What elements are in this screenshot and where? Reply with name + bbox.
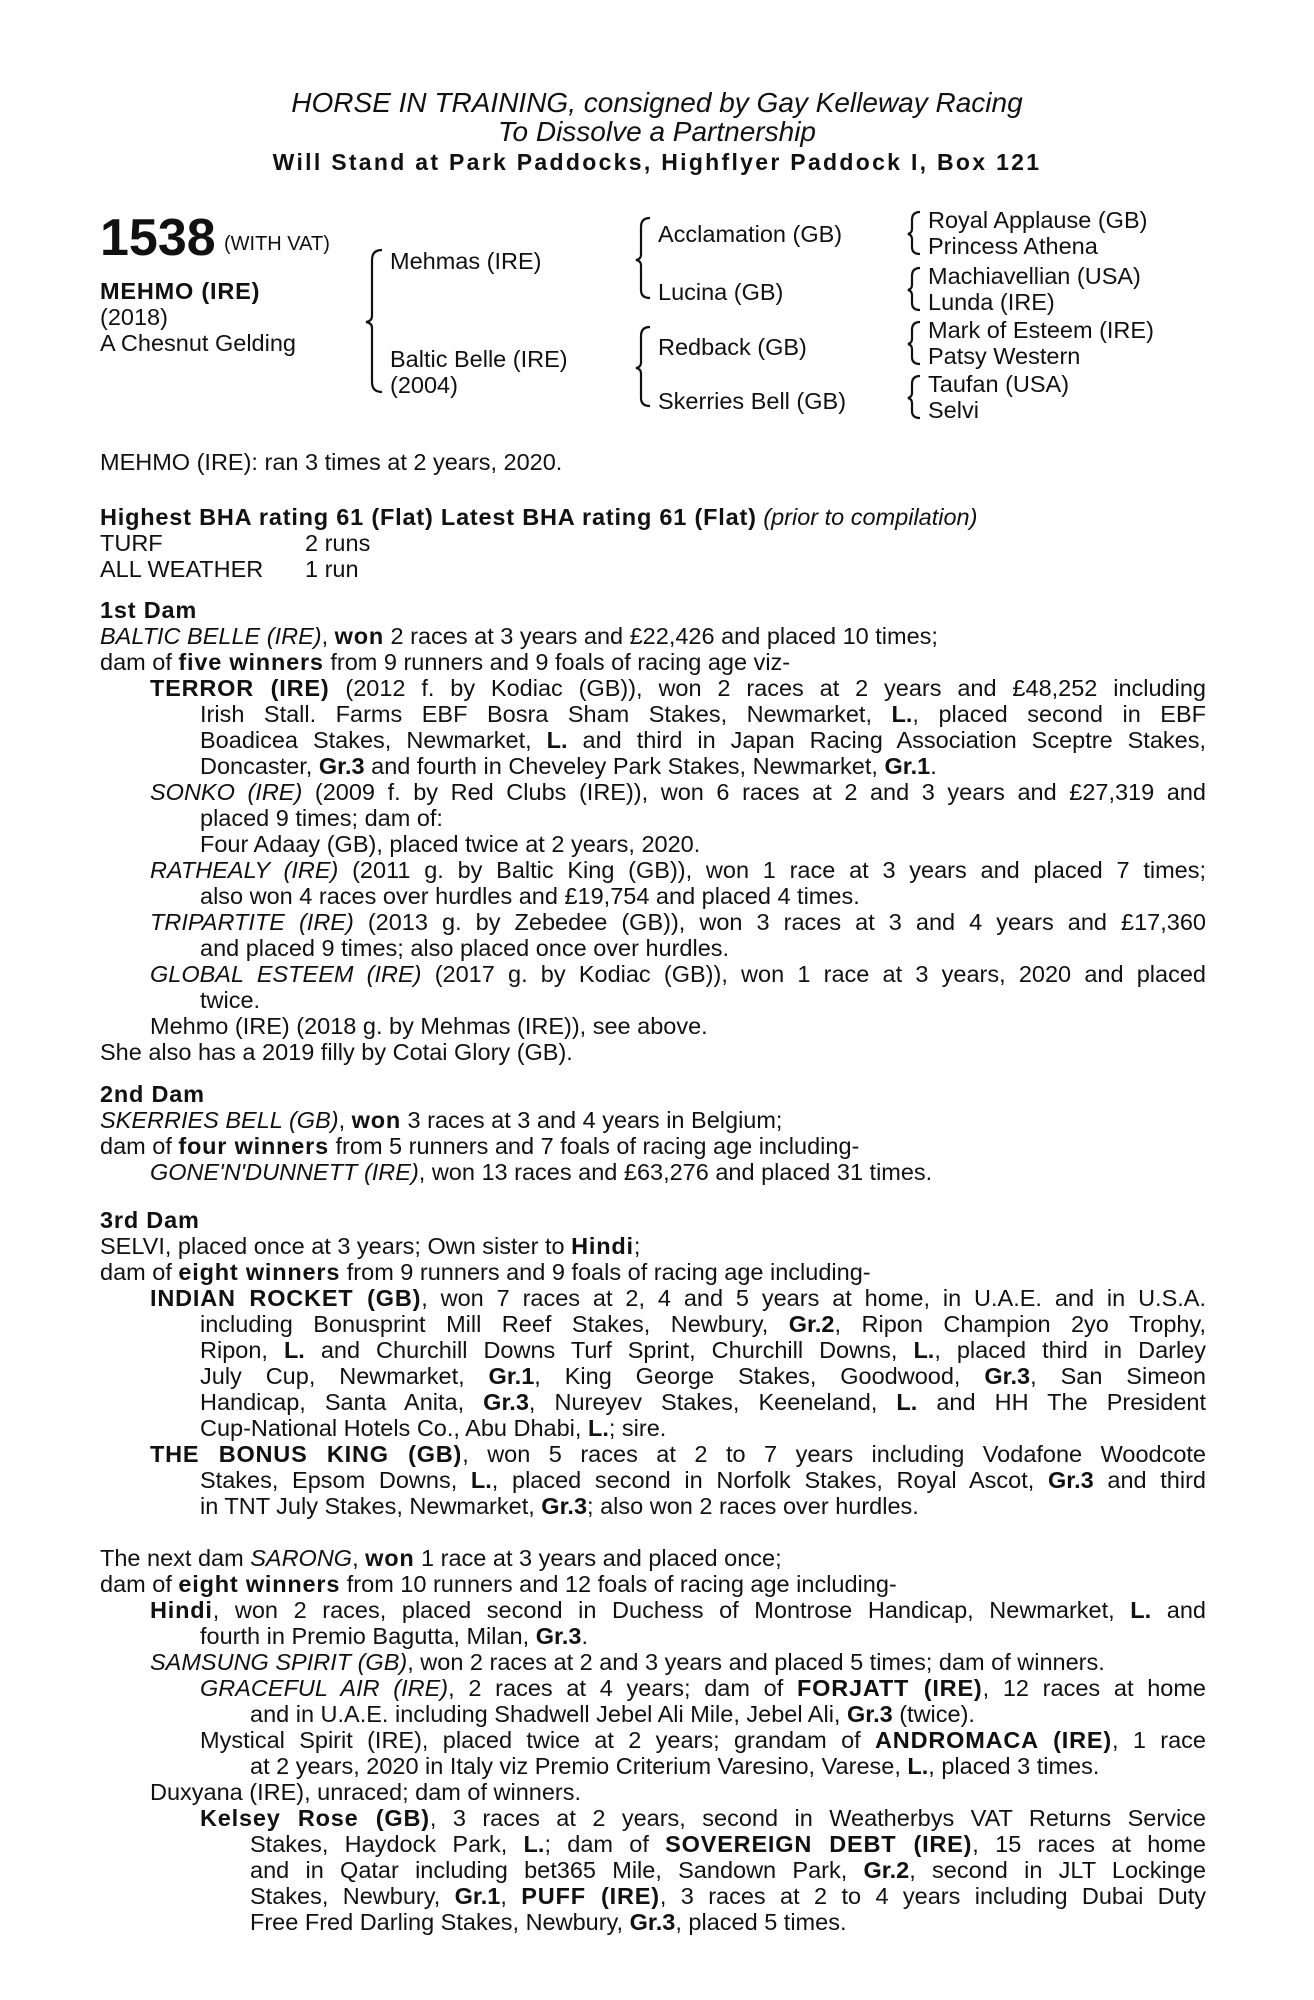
rating-note: (prior to compilation) bbox=[763, 504, 978, 530]
first-dam-line-2: dam of five winners from 9 runners and 9 foals of racing age viz- bbox=[100, 649, 791, 675]
horse-description: A Chesnut Gelding bbox=[100, 330, 296, 356]
first-dam-heading: 1st Dam bbox=[100, 597, 198, 623]
indian-rocket-entry-4: July Cup, Newmarket, Gr.1, King George Stakes, Goodwood, Gr.3, San Simeon bbox=[200, 1363, 1206, 1389]
stand-location-line: Will Stand at Park Paddocks, Highflyer Paddock I, Box 121 bbox=[272, 149, 1042, 175]
pedigree-sire-sire: Acclamation (GB) bbox=[658, 221, 843, 247]
sonko-entry-3: Four Adaay (GB), placed twice at 2 years, 2020. bbox=[200, 831, 701, 857]
second-dam-heading: 2nd Dam bbox=[100, 1081, 205, 1107]
bonus-king-entry-3: in TNT July Stakes, Newmarket, Gr.3; also won 2 races over hurdles. bbox=[200, 1493, 919, 1519]
tripartite-entry-2: and placed 9 times; also placed once over hurdles. bbox=[200, 935, 730, 961]
turf-value: 2 runs bbox=[305, 530, 371, 556]
global-esteem-entry-2: twice. bbox=[200, 987, 261, 1013]
mystical-spirit-entry-1: Mystical Spirit (IRE), placed twice at 2 years; grandam of ANDROMACA (IRE), 1 race bbox=[200, 1727, 1206, 1753]
pedigree-dds: Taufan (USA) bbox=[928, 371, 1070, 397]
vat-label: (WITH VAT) bbox=[224, 233, 330, 255]
hindi-entry-2: fourth in Premio Bagutta, Milan, Gr.3. bbox=[200, 1623, 588, 1649]
pedigree-dam-sire: Redback (GB) bbox=[658, 334, 807, 360]
kelsey-rose-entry-3: and in Qatar including bet365 Mile, Sandown Park, Gr.2, second in JLT Lockinge bbox=[250, 1857, 1206, 1883]
lot-number: 1538 bbox=[100, 209, 216, 267]
pedigree-ddd: Selvi bbox=[928, 397, 979, 423]
kelsey-rose-entry-5: Free Fred Darling Stakes, Newbury, Gr.3, placed 5 times. bbox=[250, 1909, 847, 1935]
bha-rating-line bbox=[100, 504, 977, 530]
third-dam-line-1: SELVI, placed once at 3 years; Own sister to Hindi; bbox=[100, 1233, 641, 1259]
race-record-summary: MEHMO (IRE): ran 3 times at 2 years, 2020. bbox=[100, 449, 563, 475]
all-weather-value: 1 run bbox=[305, 556, 359, 582]
bha-rating: Highest BHA rating 61 (Flat) Latest BHA rating 61 (Flat) bbox=[100, 504, 757, 530]
pedigree-sds: Machiavellian (USA) bbox=[928, 263, 1141, 289]
pedigree-dsd: Patsy Western bbox=[928, 343, 1081, 369]
duxyana-entry: Duxyana (IRE), unraced; dam of winners. bbox=[150, 1779, 582, 1805]
gone-n-dunnett-entry: GONE'N'DUNNETT (IRE), won 13 races and £63,276 and placed 31 times. bbox=[150, 1159, 933, 1185]
indian-rocket-entry-5: Handicap, Santa Anita, Gr.3, Nureyev Stakes, Keeneland, L. and HH The President bbox=[200, 1389, 1206, 1415]
pedigree-dam: Baltic Belle (IRE) bbox=[390, 346, 568, 372]
turf-label: TURF bbox=[100, 530, 163, 556]
kelsey-rose-entry-4: Stakes, Newbury, Gr.1, PUFF (IRE), 3 races at 2 to 4 years including Dubai Duty bbox=[250, 1883, 1206, 1909]
second-dam-line-2: dam of four winners from 5 runners and 7 foals of racing age including- bbox=[100, 1133, 860, 1159]
bonus-king-entry-2: Stakes, Epsom Downs, L., placed second in Norfolk Stakes, Royal Ascot, Gr.3 and third bbox=[200, 1467, 1206, 1493]
pedigree-sire: Mehmas (IRE) bbox=[390, 248, 542, 274]
indian-rocket-entry-2: including Bonusprint Mill Reef Stakes, Newbury, Gr.2, Ripon Champion 2yo Trophy, bbox=[200, 1311, 1206, 1337]
third-dam-heading: 3rd Dam bbox=[100, 1207, 200, 1233]
next-dam-line-2: dam of eight winners from 10 runners and 12 foals of racing age including- bbox=[100, 1571, 897, 1597]
sonko-entry-1: SONKO (IRE) (2009 f. by Red Clubs (IRE)), won 6 races at 2 and 3 years and £27,319 and bbox=[150, 779, 1206, 805]
indian-rocket-entry-3: Ripon, L. and Churchill Downs Turf Sprint, Churchill Downs, L., placed third in Darley bbox=[200, 1337, 1206, 1363]
terror-entry-3: Boadicea Stakes, Newmarket, L. and third in Japan Racing Association Sceptre Stakes, bbox=[200, 727, 1206, 753]
indian-rocket-entry-6: Cup-National Hotels Co., Abu Dhabi, L.; sire. bbox=[200, 1415, 667, 1441]
hindi-entry-1: Hindi, won 2 races, placed second in Duchess of Montrose Handicap, Newmarket, L. and bbox=[150, 1597, 1206, 1623]
graceful-air-entry-1: GRACEFUL AIR (IRE), 2 races at 4 years; dam of FORJATT (IRE), 12 races at home bbox=[200, 1675, 1206, 1701]
pedigree-dam-year: (2004) bbox=[390, 372, 458, 398]
bonus-king-entry-1: THE BONUS KING (GB), won 5 races at 2 to 7 years including Vodafone Woodcote bbox=[150, 1441, 1206, 1467]
second-dam-line-1: SKERRIES BELL (GB), won 3 races at 3 and 4 years in Belgium; bbox=[100, 1107, 783, 1133]
terror-entry-2: Irish Stall. Farms EBF Bosra Sham Stakes, Newmarket, L., placed second in EBF bbox=[200, 701, 1206, 727]
tripartite-entry-1: TRIPARTITE (IRE) (2013 g. by Zebedee (GB)), won 3 races at 3 and 4 years and £17,360 bbox=[150, 909, 1206, 935]
filly-note: She also has a 2019 filly by Cotai Glory (GB). bbox=[100, 1039, 573, 1065]
rathealy-entry-2: also won 4 races over hurdles and £19,754 and placed 4 times. bbox=[200, 883, 860, 909]
kelsey-rose-entry-2: Stakes, Haydock Park, L.; dam of SOVEREIGN DEBT (IRE), 15 races at home bbox=[250, 1831, 1206, 1857]
pedigree-sire-dam: Lucina (GB) bbox=[658, 279, 784, 305]
pedigree-sss: Royal Applause (GB) bbox=[928, 207, 1148, 233]
pedigree-dam-dam: Skerries Bell (GB) bbox=[658, 388, 847, 414]
pedigree-sdd: Lunda (IRE) bbox=[928, 289, 1055, 315]
pedigree-dss: Mark of Esteem (IRE) bbox=[928, 317, 1154, 343]
pedigree-ssd: Princess Athena bbox=[928, 233, 1098, 259]
terror-entry-4: Doncaster, Gr.3 and fourth in Cheveley Park Stakes, Newmarket, Gr.1. bbox=[200, 753, 937, 779]
terror-entry-1: TERROR (IRE) (2012 f. by Kodiac (GB)), won 2 races at 2 years and £48,252 including bbox=[150, 675, 1206, 701]
global-esteem-entry-1: GLOBAL ESTEEM (IRE) (2017 g. by Kodiac (GB)), won 1 race at 3 years, 2020 and placed bbox=[150, 961, 1206, 987]
all-weather-label: ALL WEATHER bbox=[100, 556, 264, 582]
first-dam-line-1: BALTIC BELLE (IRE), won 2 races at 3 years and £22,426 and placed 10 times; bbox=[100, 623, 938, 649]
sonko-entry-2: placed 9 times; dam of: bbox=[200, 805, 443, 831]
dissolve-line: To Dissolve a Partnership bbox=[497, 116, 816, 147]
kelsey-rose-entry-1: Kelsey Rose (GB), 3 races at 2 years, second in Weatherbys VAT Returns Service bbox=[200, 1805, 1206, 1831]
consignor-line: HORSE IN TRAINING, consigned by Gay Kelleway Racing bbox=[291, 87, 1023, 118]
samsung-spirit-entry: SAMSUNG SPIRIT (GB), won 2 races at 2 and 3 years and placed 5 times; dam of winners. bbox=[150, 1649, 1105, 1675]
graceful-air-entry-2: and in U.A.E. including Shadwell Jebel Ali Mile, Jebel Ali, Gr.3 (twice). bbox=[250, 1701, 975, 1727]
horse-name: MEHMO (IRE) bbox=[100, 278, 261, 304]
indian-rocket-entry-1: INDIAN ROCKET (GB), won 7 races at 2, 4 and 5 years at home, in U.A.E. and in U.S.A. bbox=[150, 1285, 1206, 1311]
foaled-year: (2018) bbox=[100, 304, 168, 330]
rathealy-entry-1: RATHEALY (IRE) (2011 g. by Baltic King (GB)), won 1 race at 3 years and placed 7 times; bbox=[150, 857, 1206, 883]
mystical-spirit-entry-2: at 2 years, 2020 in Italy viz Premio Criterium Varesino, Varese, L., placed 3 times. bbox=[250, 1753, 1100, 1779]
next-dam-line-1: The next dam SARONG, won 1 race at 3 years and placed once; bbox=[100, 1545, 782, 1571]
third-dam-line-2: dam of eight winners from 9 runners and 9 foals of racing age including- bbox=[100, 1259, 871, 1285]
mehmo-entry: Mehmo (IRE) (2018 g. by Mehmas (IRE)), see above. bbox=[150, 1013, 708, 1039]
